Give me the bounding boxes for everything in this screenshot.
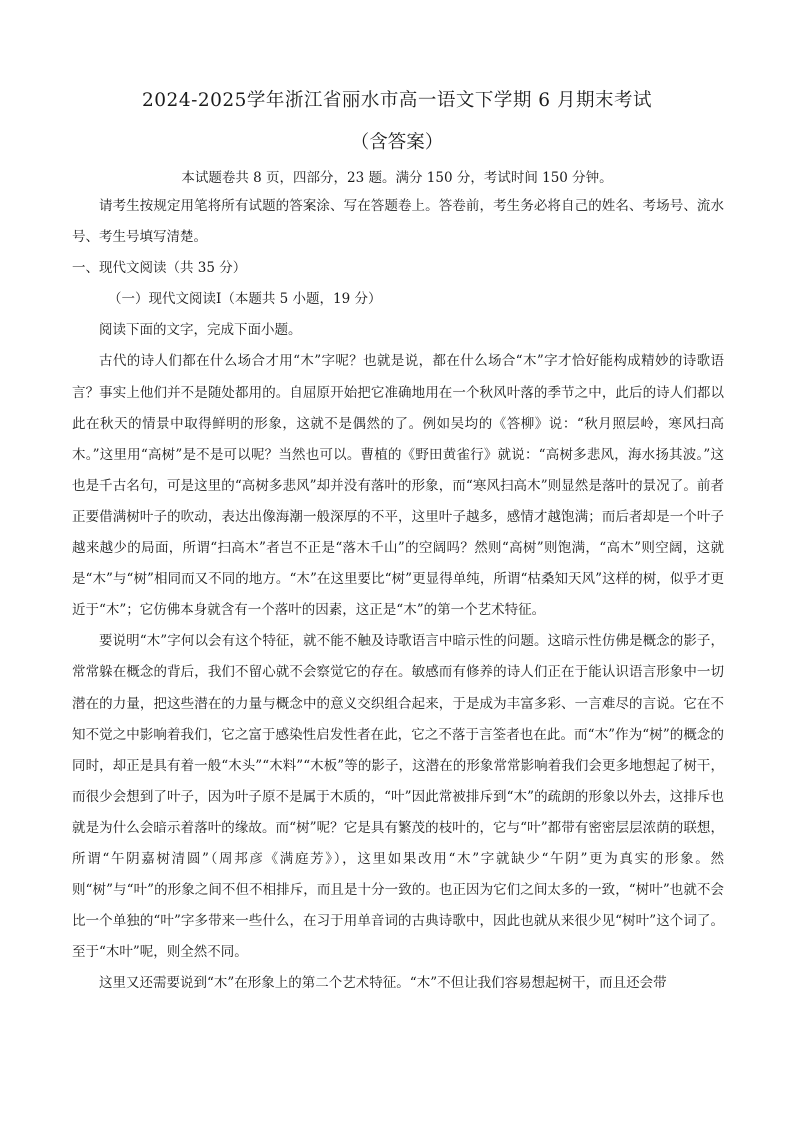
reading-instruction: 阅读下面的文字，完成下面小题。 — [99, 322, 302, 339]
exam-body — [72, 191, 724, 999]
notice-paragraph: 请考生按规定用笔将所有试题的答案涂、写在答题卷上。答卷前，考生务必将自己的姓名、考场号、流水号、考生号填写清楚。 — [72, 198, 724, 246]
passage-paragraph-1: 古代的诗人们都在什么场合才用“木”字呢？也就是说，都在什么场合“木”字才恰好能构成精妙的诗歌语言？事实上他们并不是随处都用的。自屈原开始把它准确地用在一个秋风叶落的季节之中，此后的诗人们都以此在秋天的情景中取得鲜明的形象，这就不是偶然的了。例如吴均的《答柳》说：“秋月照层岭，寒风扫高木。”这里用“高树”是不是可以呢？当然也可以。曹植的《野田黄雀行》就说：“高树多悲风，海水扬其波。”这也是千古名句，可是这里的“高树多悲风”却并没有落叶的形象，而“寒风扫高木”则显然是落叶的景况了。前者正要借满树叶子的吹动，表达出像海潮一般深厚的不平，这里叶子越多，感情才越饱满；而后者却是一个叶子越来越少的局面，所谓“扫高木”者岂不正是“落木千山”的空阔吗？然则“高树”则饱满，“高木”则空阔，这就是“木”与“树”相同而又不同的地方。“木”在这里要比“树”更显得单纯，所谓“枯桑知天风”这样的树，似乎才更近于“木”；它仿佛本身就含有一个落叶的因素，这正是“木”的第一个艺术特征。 — [72, 353, 724, 619]
section-heading: 一、现代文阅读（共 35 分） — [72, 260, 247, 277]
page-subtitle: （含答案） — [350, 132, 444, 153]
subsection-heading: （一）现代文阅读Ⅰ（本题共 5 小题，19 分） — [108, 291, 382, 308]
passage-paragraph-2: 要说明“木”字何以会有这个特征，就不能不触及诗歌语言中暗示性的问题。这暗示性仿佛是概念的影子，常常躲在概念的背后，我们不留心就不会察觉它的存在。敏感而有修养的诗人们正在于能认识语言形象中一切潜在的力量，把这些潜在的力量与概念中的意义交织组合起来，于是成为丰富多彩、一言难尽的言说。它在不知不觉之中影响着我们，它之富于感染性启发性者在此，它之不落于言筌者也在此。而“木”作为“树”的概念的同时，却正是具有着一般“木头”“木料”“木板”等的影子，这潜在的形象常常影响着我们会更多地想起了树干，而很少会想到了叶子，因为叶子原不是属于木质的，“叶”因此常被排斥到“木”的疏朗的形象以外去，这排斥也就是为什么会暗示着落叶的缘故。而“树”呢？它是具有繁茂的枝叶的，它与“叶”都带有密密层层浓荫的联想，所谓“午阴嘉树清圆”（周邦彦《满庭芳》），这里如果改用“木”字就缺少“午阴”更为真实的形象。然则“树”与“叶”的形象之间不但不相排斥，而且是十分一致的。也正因为它们之间太多的一致，“树叶”也就不会比一个单独的“叶”字多带来一些什么，在习于用单音词的古典诗歌中，因此也就从来很少见“树叶”这个词了。至于“木叶”呢，则全然不同。 — [72, 633, 724, 961]
passage-paragraph-3: 这里又还需要说到“木”在形象上的第二个艺术特征。“木”不但让我们容易想起树干，而且还会带 — [99, 975, 667, 992]
page-title: 2024-2025学年浙江省丽水市高一语文下学期 6 月期末考试 — [142, 90, 652, 111]
exam-intro: 本试题卷共 8 页，四部分，23 题。满分 150 分，考试时间 150 分钟。 — [181, 170, 613, 186]
